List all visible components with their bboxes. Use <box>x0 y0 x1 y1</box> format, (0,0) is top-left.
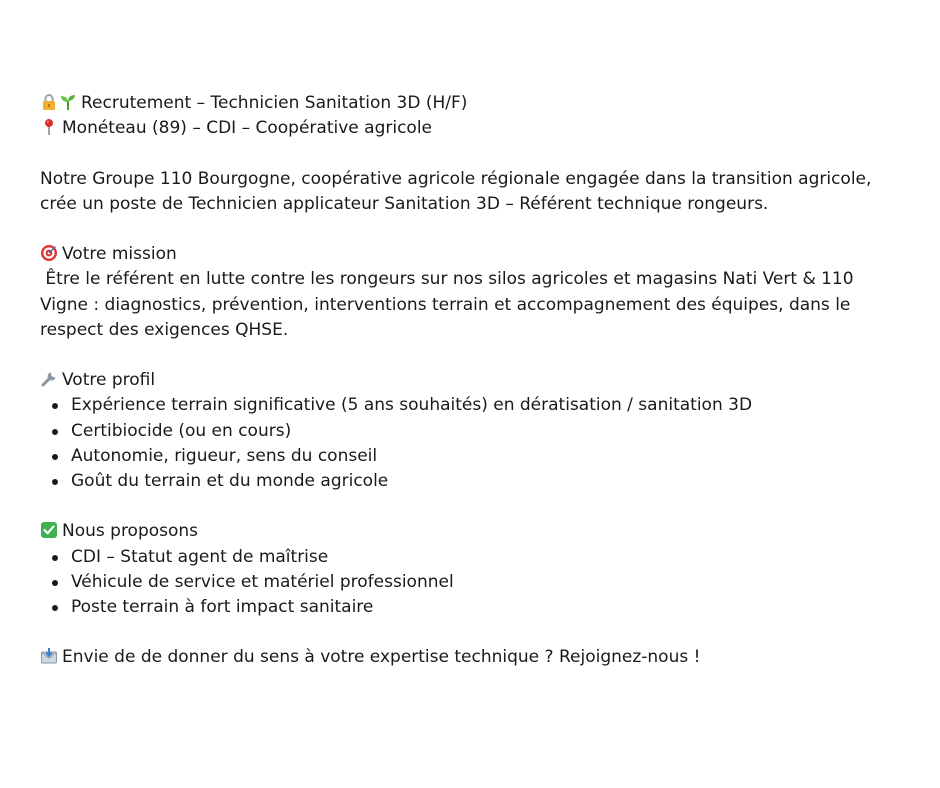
bullet <box>52 580 58 586</box>
spacer <box>40 620 900 645</box>
spacer <box>40 217 900 242</box>
list-item: Poste terrain à fort impact sanitaire <box>40 595 900 620</box>
post-location <box>40 116 900 141</box>
bullet <box>52 454 58 460</box>
spacer <box>40 494 900 519</box>
spacer <box>40 343 900 368</box>
pin-icon <box>40 118 58 136</box>
bullet <box>52 403 58 409</box>
bullet <box>52 429 58 435</box>
bullet <box>52 479 58 485</box>
post-location-text: Monéteau (89) – CDI – Coopérative agricole <box>62 118 432 139</box>
list-item: Expérience terrain significative (5 ans souhaités) en dératisation / sanitation 3D <box>40 393 900 418</box>
offer-list <box>40 545 900 621</box>
list-item: CDI – Statut agent de maîtrise <box>40 545 900 570</box>
wrench-icon <box>40 370 58 388</box>
offer-heading <box>40 519 900 544</box>
closing-line <box>40 645 900 670</box>
profile-heading-text: Votre profil <box>62 370 156 391</box>
list-item: Autonomie, rigueur, sens du conseil <box>40 444 900 469</box>
mission-paragraph: Être le référent en lutte contre les rongeurs sur nos silos agricoles et magasins Nati Vert & 110 Vigne : diagnostics, prévention, interventions terrain et accompagnement des équipes, dans le respect des exigences QHSE. <box>40 269 859 340</box>
inbox-tray-icon <box>40 647 58 665</box>
list-item: Goût du terrain et du monde agricole <box>40 469 900 494</box>
post-title-text: Recrutement – Technicien Sanitation 3D (H/F) <box>81 93 468 113</box>
job-posting <box>40 91 900 671</box>
profile-list <box>40 393 900 494</box>
target-icon <box>40 244 58 262</box>
mission-heading-text: Votre mission <box>62 244 177 265</box>
lock-icon <box>40 93 58 111</box>
closing-text: Envie de de donner du sens à votre expertise technique ? Rejoignez-nous ! <box>62 647 701 668</box>
list-item: Certibiocide (ou en cours) <box>40 419 900 444</box>
intro-paragraph: Notre Groupe 110 Bourgogne, coopérative agricole régionale engagée dans la transition agricole, crée un poste de Technicien applicateur Sanitation 3D – Référent technique rongeurs. <box>40 168 872 214</box>
post-title <box>40 91 900 116</box>
mission-heading <box>40 242 900 267</box>
seedling-icon <box>59 93 77 111</box>
spacer <box>40 141 900 166</box>
list-item: Véhicule de service et matériel professionnel <box>40 570 900 595</box>
profile-heading <box>40 368 900 393</box>
offer-heading-text: Nous proposons <box>62 521 199 542</box>
check-mark-icon <box>40 521 58 539</box>
bullet <box>52 605 58 611</box>
bullet <box>52 555 58 561</box>
